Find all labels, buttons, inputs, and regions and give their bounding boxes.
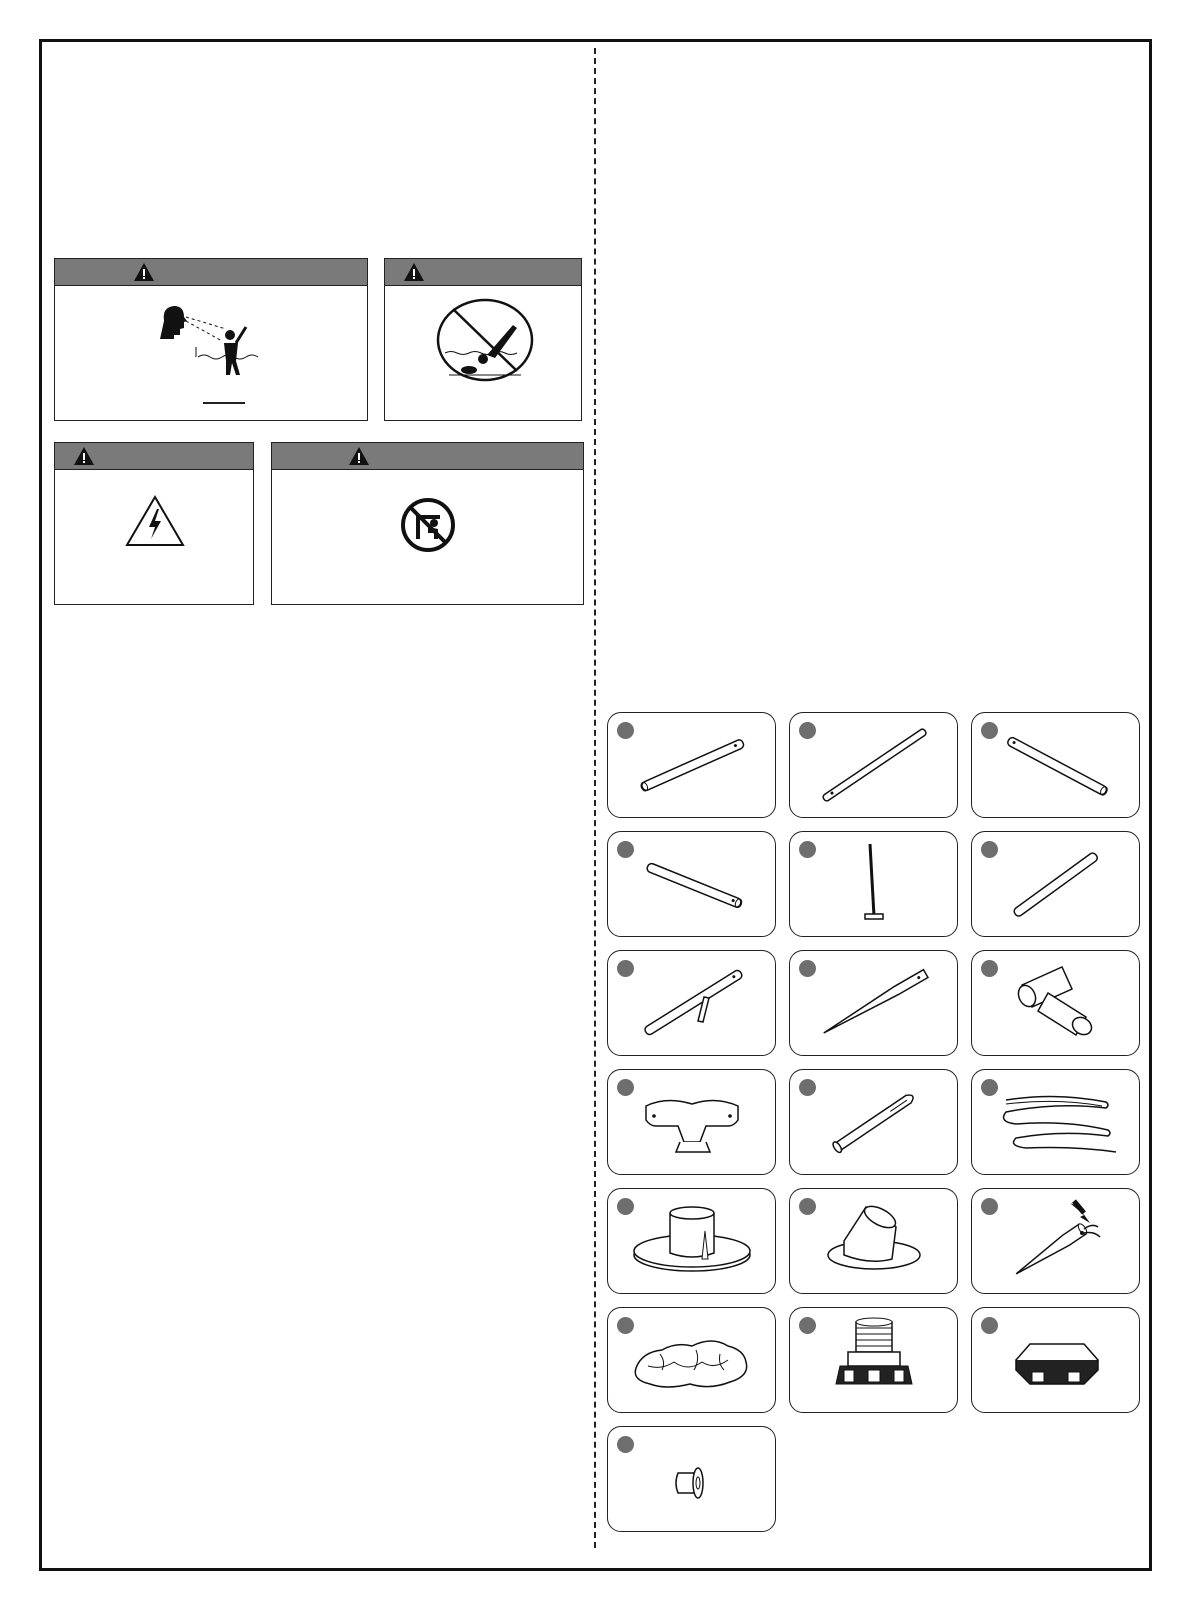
part-card bbox=[971, 1188, 1140, 1294]
part-card bbox=[789, 831, 958, 937]
warning-no-climbing bbox=[271, 442, 584, 605]
part-card bbox=[607, 1188, 776, 1294]
no-climbing-icon bbox=[400, 497, 456, 553]
pole-long-icon bbox=[790, 713, 959, 819]
pole-slim-icon bbox=[608, 832, 777, 938]
warning-electrical-hazard bbox=[54, 442, 254, 605]
part-card bbox=[789, 712, 958, 818]
part-card bbox=[971, 831, 1140, 937]
warning-header bbox=[55, 259, 367, 286]
pin-connector-icon bbox=[790, 1070, 959, 1176]
foot-base-angled-icon bbox=[790, 1189, 959, 1295]
part-card bbox=[607, 712, 776, 818]
pole-short-icon bbox=[608, 713, 777, 819]
valve-fitting-icon bbox=[790, 1308, 959, 1414]
leg-end-with-pin-icon bbox=[972, 1189, 1141, 1295]
warning-triangle-icon bbox=[403, 262, 425, 282]
pole-tapered-icon bbox=[790, 951, 959, 1057]
part-card bbox=[789, 950, 958, 1056]
pole-bracket-icon bbox=[608, 951, 777, 1057]
part-card bbox=[607, 1069, 776, 1175]
warning-header bbox=[385, 259, 581, 286]
pole-pin-icon bbox=[972, 713, 1141, 819]
plug-icon bbox=[608, 1427, 777, 1533]
part-card bbox=[971, 712, 1140, 818]
part-card bbox=[971, 1069, 1140, 1175]
part-card bbox=[789, 1188, 958, 1294]
part-card bbox=[789, 1307, 958, 1413]
ground-cloth-icon bbox=[608, 1308, 777, 1414]
strap-icon bbox=[972, 1070, 1141, 1176]
part-card bbox=[607, 831, 776, 937]
warning-supervise-children bbox=[54, 258, 368, 421]
warning-header bbox=[272, 443, 583, 470]
part-card bbox=[607, 1307, 776, 1413]
foot-base-round-icon bbox=[608, 1189, 777, 1295]
warning-underline bbox=[203, 402, 245, 404]
part-card bbox=[789, 1069, 958, 1175]
no-diving-icon bbox=[435, 295, 535, 385]
tube-icon bbox=[972, 832, 1141, 938]
nut-icon bbox=[972, 1308, 1141, 1414]
warning-triangle-icon bbox=[348, 446, 370, 466]
supervision-icon bbox=[150, 299, 270, 389]
electric-shock-icon bbox=[125, 495, 185, 547]
column-divider bbox=[594, 48, 596, 1548]
part-card bbox=[971, 950, 1140, 1056]
warning-no-diving bbox=[384, 258, 582, 421]
part-card bbox=[607, 1426, 776, 1532]
part-card bbox=[971, 1307, 1140, 1413]
warning-header bbox=[55, 443, 253, 470]
warning-triangle-icon bbox=[133, 262, 155, 282]
t-connector-icon bbox=[972, 951, 1141, 1057]
part-card bbox=[607, 950, 776, 1056]
warning-triangle-icon bbox=[73, 446, 95, 466]
t-rod-icon bbox=[790, 832, 959, 938]
corner-cap-icon bbox=[608, 1070, 777, 1176]
